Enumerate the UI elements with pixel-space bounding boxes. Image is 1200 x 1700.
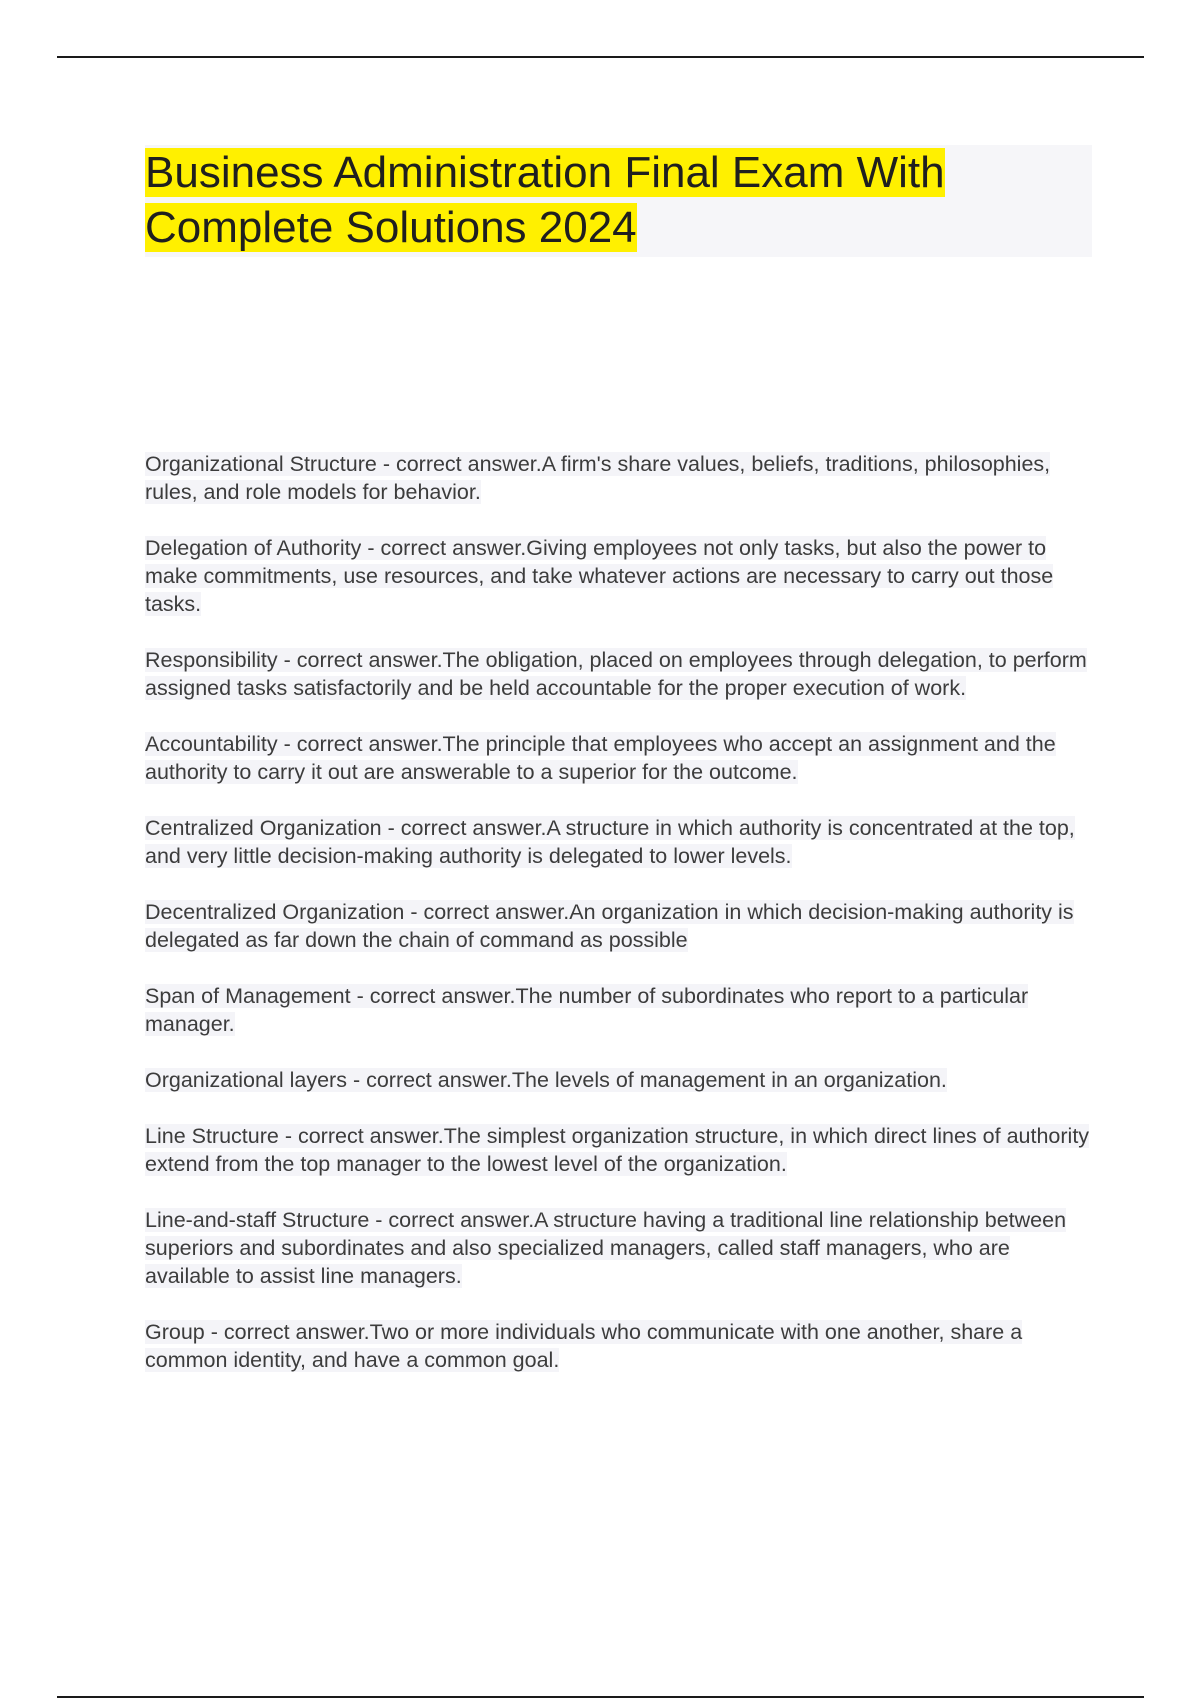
separator: - correct answer.: [350, 984, 516, 1008]
definition: Two or more individuals who communicate with one another, share a common identity, and have a common goal.: [145, 1320, 1023, 1372]
separator: - correct answer.: [369, 1208, 535, 1232]
qa-item-group: [145, 1318, 1095, 1374]
separator: - correct answer.: [381, 816, 547, 840]
qa-item-decentralized-organization: [145, 898, 1095, 954]
top-rule: [57, 56, 1144, 58]
qa-item-line-and-staff-structure: [145, 1206, 1095, 1290]
definition: The principle that employees who accept an assignment and the authority to carry it out are answerable to a superior for the outcome.: [145, 732, 1056, 784]
separator: - correct answer.: [361, 536, 527, 560]
page-title-text: Business Administration Final Exam With Complete Solutions 2024: [145, 148, 945, 252]
term: Delegation of Authority: [145, 536, 362, 560]
term: Responsibility: [145, 648, 278, 672]
definition: A structure having a traditional line relationship between superiors and subordinates and also specialized managers, called staff managers, who are available to assist line managers.: [145, 1208, 1067, 1288]
qa-item-delegation-of-authority: [145, 534, 1095, 618]
bottom-rule: [57, 1696, 1144, 1698]
term: Organizational layers: [145, 1068, 347, 1092]
qa-item-responsibility: [145, 646, 1095, 702]
separator: - correct answer.: [278, 1124, 444, 1148]
definition: The levels of management in an organization.: [511, 1068, 947, 1092]
qa-item-line-structure: [145, 1122, 1095, 1178]
term: Accountability: [145, 732, 278, 756]
qa-item-organizational-structure: [145, 450, 1095, 506]
definition: The simplest organization structure, in which direct lines of authority extend from the top manager to the lowest level of the organization.: [145, 1124, 1090, 1176]
qa-item-accountability: [145, 730, 1095, 786]
term: Line-and-staff Structure: [145, 1208, 370, 1232]
definition: The number of subordinates who report to a particular manager.: [145, 984, 1029, 1036]
separator: - correct answer.: [404, 900, 570, 924]
definition: Giving employees not only tasks, but also the power to make commitments, use resources, and take whatever actions are necessary to carry out those tasks.: [145, 536, 1054, 616]
page-title: [145, 145, 1045, 255]
separator: - correct answer.: [346, 1068, 512, 1092]
definition: The obligation, placed on employees through delegation, to perform assigned tasks satisfactorily and be held accountable for the proper execution of work.: [145, 648, 1087, 700]
title-block: [145, 145, 1092, 257]
term: Line Structure: [145, 1124, 279, 1148]
definition: An organization in which decision-making authority is delegated as far down the chain of command as possible: [145, 900, 1074, 952]
separator: - correct answer.: [204, 1320, 370, 1344]
separator: - correct answer.: [277, 648, 443, 672]
qa-item-span-of-management: [145, 982, 1095, 1038]
qa-list: [145, 450, 1095, 1402]
qa-item-centralized-organization: [145, 814, 1095, 870]
separator: - correct answer.: [277, 732, 443, 756]
term: Span of Management: [145, 984, 351, 1008]
term: Group: [145, 1320, 205, 1344]
definition: A firm's share values, beliefs, traditions, philosophies, rules, and role models for behavior.: [145, 452, 1051, 504]
term: Centralized Organization: [145, 816, 382, 840]
term: Decentralized Organization: [145, 900, 405, 924]
definition: A structure in which authority is concentrated at the top, and very little decision-making authority is delegated to lower levels.: [145, 816, 1075, 868]
separator: - correct answer.: [376, 452, 542, 476]
term: Organizational Structure: [145, 452, 377, 476]
qa-item-organizational-layers: [145, 1066, 1095, 1094]
